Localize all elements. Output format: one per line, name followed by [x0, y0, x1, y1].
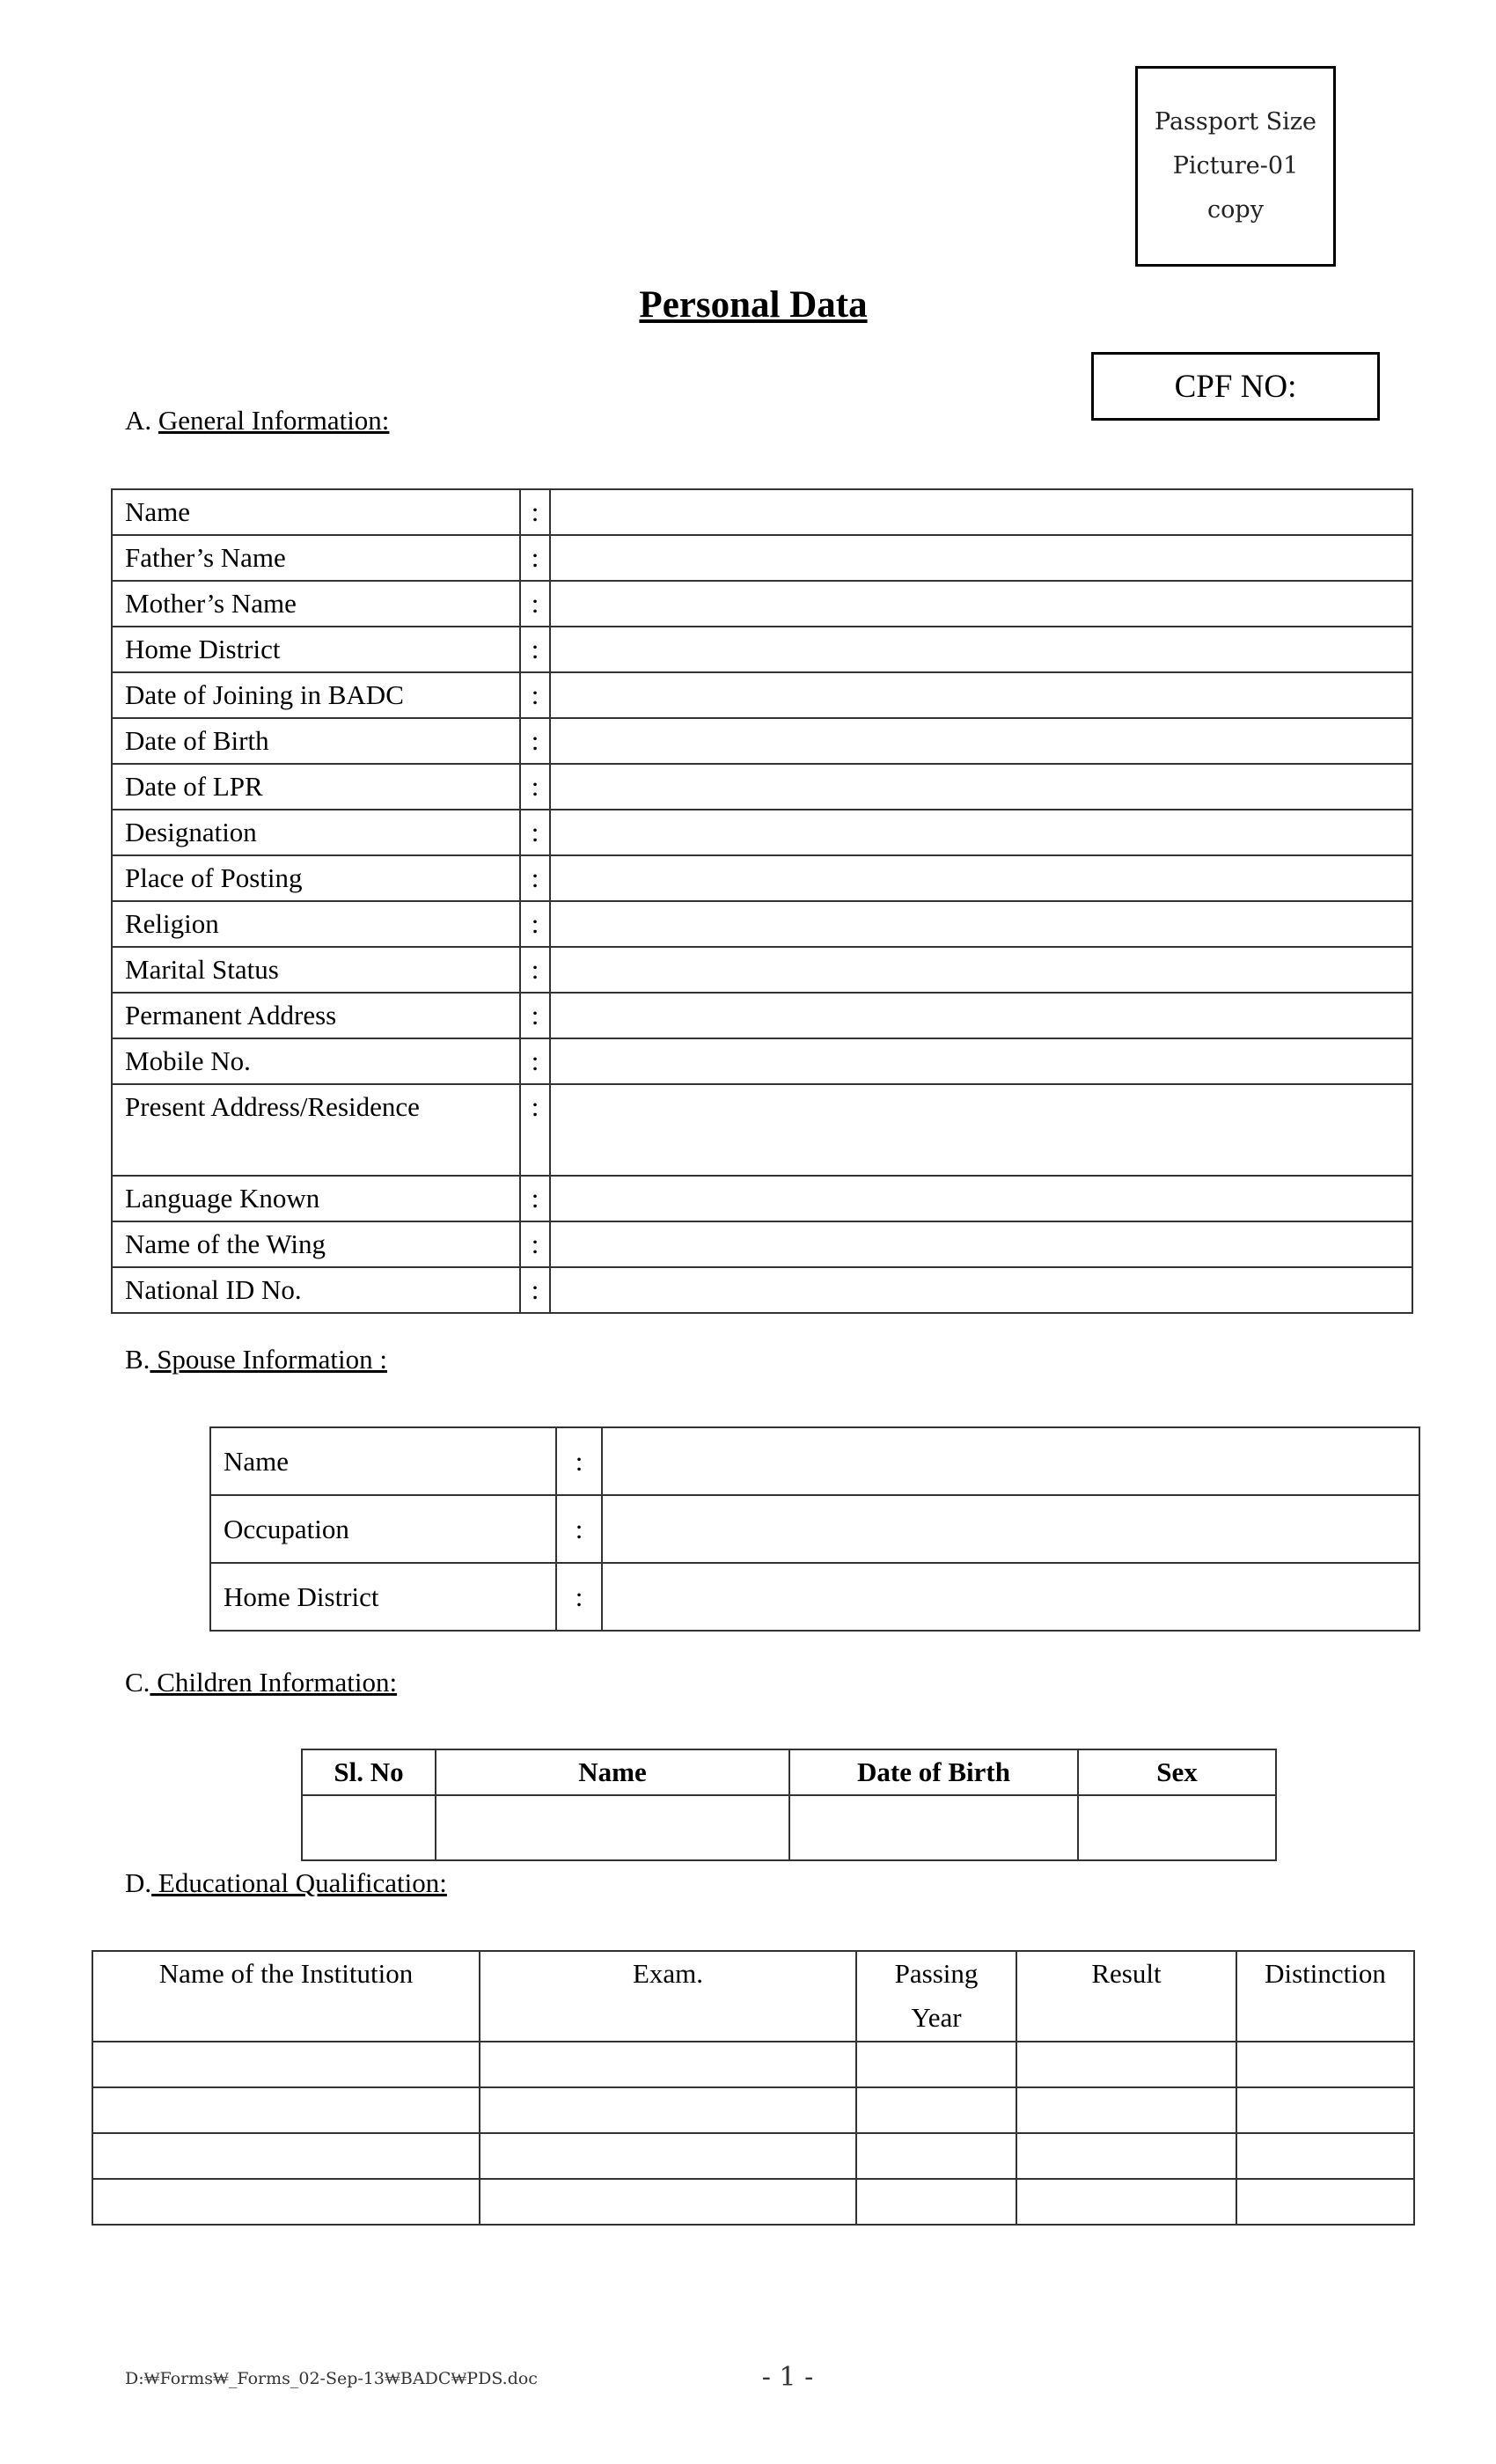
- cell[interactable]: [856, 2133, 1016, 2179]
- table-row: [302, 1795, 1276, 1860]
- section-title: Educational Qualification:: [151, 1867, 447, 1898]
- column-header: Passing Year: [856, 1951, 1016, 2042]
- field-label: Permanent Address: [112, 993, 520, 1038]
- field-value-input[interactable]: [550, 718, 1412, 764]
- section-prefix: A.: [125, 405, 158, 436]
- table-row: [112, 1267, 1412, 1313]
- field-value-input[interactable]: [550, 627, 1412, 672]
- education-table: [92, 1950, 1415, 2226]
- general-info-table: [111, 488, 1413, 1314]
- field-label: Marital Status: [112, 947, 520, 993]
- field-label: Date of LPR: [112, 764, 520, 810]
- field-label: Home District: [112, 627, 520, 672]
- column-header: Name of the Institution: [92, 1951, 480, 2042]
- children-info-table: [301, 1749, 1277, 1861]
- cell[interactable]: [92, 2179, 480, 2225]
- cell[interactable]: [1016, 2087, 1236, 2133]
- field-label: Name of the Wing: [112, 1221, 520, 1267]
- cell[interactable]: [480, 2087, 856, 2133]
- field-label: Mobile No.: [112, 1038, 520, 1084]
- section-title: Children Information:: [150, 1667, 398, 1698]
- field-value-input[interactable]: [550, 581, 1412, 627]
- cell[interactable]: [1016, 2133, 1236, 2179]
- separator: :: [520, 1084, 550, 1176]
- separator: :: [520, 489, 550, 535]
- table-row: [112, 947, 1412, 993]
- photo-line-3: copy: [1207, 196, 1264, 224]
- section-prefix: B.: [125, 1344, 150, 1375]
- field-value-input[interactable]: [550, 672, 1412, 718]
- table-row: [92, 2133, 1414, 2179]
- field-label: Mother’s Name: [112, 581, 520, 627]
- separator: :: [520, 535, 550, 581]
- separator: :: [520, 718, 550, 764]
- table-row: [112, 993, 1412, 1038]
- cpf-label: CPF NO:: [1174, 368, 1297, 405]
- field-label: Language Known: [112, 1176, 520, 1221]
- passport-photo-box: [1135, 66, 1336, 267]
- cell[interactable]: [302, 1795, 436, 1860]
- separator: :: [520, 1176, 550, 1221]
- photo-line-1: Passport Size: [1155, 108, 1316, 136]
- table-row: [112, 627, 1412, 672]
- field-label: Date of Joining in BADC: [112, 672, 520, 718]
- separator: :: [556, 1563, 602, 1631]
- cell[interactable]: [436, 1795, 789, 1860]
- table-row: [112, 1084, 1412, 1176]
- cell[interactable]: [92, 2087, 480, 2133]
- column-header: Name: [436, 1749, 789, 1795]
- field-value-input[interactable]: [550, 993, 1412, 1038]
- column-header: Distinction: [1236, 1951, 1414, 2042]
- separator: :: [520, 1038, 550, 1084]
- separator: :: [520, 810, 550, 855]
- photo-line-2: Picture-01: [1172, 152, 1299, 180]
- cell[interactable]: [1236, 2179, 1414, 2225]
- separator: :: [520, 581, 550, 627]
- column-header: Date of Birth: [789, 1749, 1078, 1795]
- field-label: Occupation: [210, 1495, 556, 1563]
- field-value-input[interactable]: [550, 855, 1412, 901]
- table-row: [112, 672, 1412, 718]
- field-value-input[interactable]: [550, 810, 1412, 855]
- separator: :: [520, 627, 550, 672]
- page-number: - 1 -: [761, 2362, 814, 2393]
- cell[interactable]: [1016, 2179, 1236, 2225]
- field-value-input[interactable]: [550, 901, 1412, 947]
- section-title: Spouse Information :: [150, 1344, 387, 1375]
- column-header: Sex: [1078, 1749, 1276, 1795]
- field-label: Present Address/Residence: [112, 1084, 520, 1176]
- field-value-input[interactable]: [550, 1176, 1412, 1221]
- cell[interactable]: [480, 2179, 856, 2225]
- field-value-input[interactable]: [550, 764, 1412, 810]
- field-value-input[interactable]: [550, 1084, 1412, 1176]
- field-label: Father’s Name: [112, 535, 520, 581]
- cell[interactable]: [1078, 1795, 1276, 1860]
- table-row: [112, 1221, 1412, 1267]
- table-row: [112, 1176, 1412, 1221]
- section-a-heading: [125, 405, 389, 436]
- field-value-input[interactable]: [550, 1267, 1412, 1313]
- separator: :: [520, 764, 550, 810]
- separator: :: [556, 1427, 602, 1495]
- section-prefix: D.: [125, 1867, 152, 1898]
- section-c-heading: [125, 1667, 397, 1698]
- section-title: General Information:: [158, 405, 390, 436]
- field-label: Name: [112, 489, 520, 535]
- separator: :: [520, 672, 550, 718]
- table-row: [112, 810, 1412, 855]
- table-row: [112, 901, 1412, 947]
- table-row: [92, 2179, 1414, 2225]
- field-label: Home District: [210, 1563, 556, 1631]
- separator: :: [520, 993, 550, 1038]
- table-row: [112, 764, 1412, 810]
- column-header: Result: [1016, 1951, 1236, 2042]
- table-row: [112, 718, 1412, 764]
- separator: :: [520, 1221, 550, 1267]
- cell[interactable]: [1236, 2087, 1414, 2133]
- column-header: Exam.: [480, 1951, 856, 2042]
- field-value-input[interactable]: [550, 1221, 1412, 1267]
- table-row: [210, 1563, 1419, 1631]
- field-label: Religion: [112, 901, 520, 947]
- cell[interactable]: [856, 2179, 1016, 2225]
- cell[interactable]: [856, 2087, 1016, 2133]
- table-row: [112, 535, 1412, 581]
- field-value-input[interactable]: [550, 947, 1412, 993]
- field-label: Date of Birth: [112, 718, 520, 764]
- column-header: Sl. No: [302, 1749, 436, 1795]
- footer-file-path: D:₩Forms₩_Forms_02-Sep-13₩BADC₩PDS.doc: [125, 2369, 538, 2388]
- table-row: [92, 2087, 1414, 2133]
- separator: :: [556, 1495, 602, 1563]
- cell[interactable]: [789, 1795, 1078, 1860]
- field-value-input[interactable]: [550, 1038, 1412, 1084]
- cell[interactable]: [1236, 2133, 1414, 2179]
- cell[interactable]: [480, 2042, 856, 2087]
- table-row: [210, 1495, 1419, 1563]
- table-row: [210, 1427, 1419, 1495]
- separator: :: [520, 947, 550, 993]
- field-value-input[interactable]: [602, 1495, 1419, 1563]
- table-row: [112, 1038, 1412, 1084]
- field-label: Designation: [112, 810, 520, 855]
- section-b-heading: [125, 1344, 387, 1375]
- spouse-info-table: [209, 1426, 1420, 1632]
- cell[interactable]: [92, 2133, 480, 2179]
- field-value-input[interactable]: [602, 1563, 1419, 1631]
- table-row: [112, 581, 1412, 627]
- separator: :: [520, 1267, 550, 1313]
- cell[interactable]: [856, 2042, 1016, 2087]
- separator: :: [520, 901, 550, 947]
- page-title: Personal Data: [639, 284, 868, 326]
- field-label: Place of Posting: [112, 855, 520, 901]
- table-row: [92, 2042, 1414, 2087]
- cell[interactable]: [92, 2042, 480, 2087]
- table-row: [112, 489, 1412, 535]
- field-value-input[interactable]: [602, 1427, 1419, 1495]
- field-value-input[interactable]: [550, 535, 1412, 581]
- field-label: National ID No.: [112, 1267, 520, 1313]
- cell[interactable]: [1016, 2042, 1236, 2087]
- cell[interactable]: [480, 2133, 856, 2179]
- field-value-input[interactable]: [550, 489, 1412, 535]
- table-row: [112, 855, 1412, 901]
- separator: :: [520, 855, 550, 901]
- section-prefix: C.: [125, 1667, 150, 1698]
- cpf-no-box[interactable]: [1091, 352, 1380, 421]
- section-d-heading: [125, 1867, 447, 1899]
- field-label: Name: [210, 1427, 556, 1495]
- cell[interactable]: [1236, 2042, 1414, 2087]
